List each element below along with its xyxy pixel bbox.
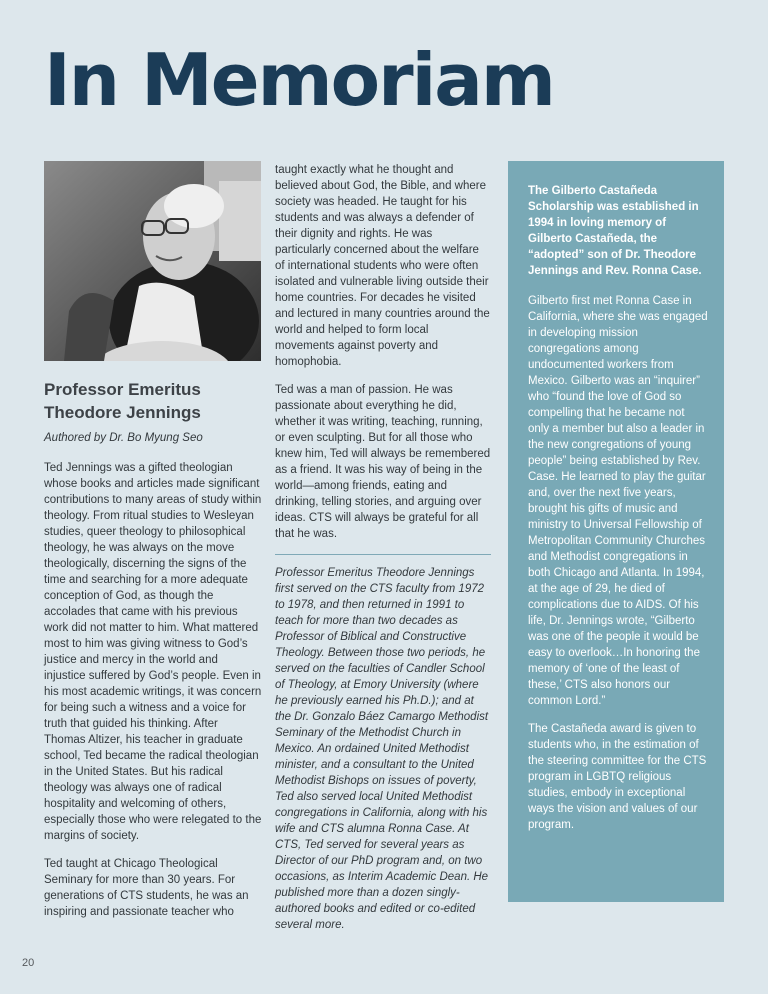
biography-paragraph: Professor Emeritus Theodore Jennings first served on the CTS faculty from 1972 to 1978, and then returned in 1991 to teach for more than two decades as Professor of Biblical and Constructive Theology. Between those two periods, he served on the faculties of Candler School of Theology, at Emory University (where he previously earned his Ph.D.); and at the Dr. Gonzalo Báez Camargo Methodist Seminary of the Methodist Church in Mexico. An ordained United Methodist minister, and a consultant to the United Methodist Bishops on issues of poverty, Ted also served local United Methodist congregations in California, along with his wife and CTS alumna Ronna Case. At CTS, Ted served for several years as Director of our PhD program and, on two occasions, as Interim Academic Dean. He published more than a dozen singly-authored books and edited or co-edited several more.	[275, 567, 489, 931]
paragraph: Ted taught at Chicago Theological Seminary for more than 30 years. For generations of CTS students, he was an inspiring and passionate teacher who	[44, 858, 249, 918]
portrait-image	[44, 161, 261, 361]
page-number: 20	[22, 957, 35, 969]
column-left	[44, 378, 262, 932]
sidebar-paragraph: Gilberto first met Ronna Case in California, where she was engaged in developing mission congregations among undocumented workers from Mexico. Gilberto was an “inquirer” who “found the love of God so compelling that he became not only a member but also a leader in the new congregations of young people” being established by Rev. Case. He learned to play the guitar and, over the next five years, brought his gifts of music and ministry to Universal Fellowship of Metropolitan Community Churches and Methodist congregations in both Chicago and Atlanta. In 1994, at the age of 29, he died of complications due to AIDS. Of his life, Dr. Jennings wrote, “Gilberto was one of the people it would be easy to overlook…In honoring the memory of ‘one of the least of these,’ CTS also honors our common Lord.”	[528, 295, 708, 707]
paragraph: taught exactly what he thought and believed about God, the Bible, and where society was headed. He taught for his students and was always a defender of their dignity and rights. He was particularly concerned about the welfare of international students who were often isolated and vulnerable living outside their home countries. For decades he visited and lectured in many countries around the world and helped to form local movements against poverty and homophobia.	[275, 164, 490, 368]
profile-name-line1: Professor Emeritus	[44, 380, 201, 399]
page-title: In Memoriam	[44, 38, 554, 122]
column-middle	[275, 162, 491, 945]
scholarship-sidebar	[508, 161, 724, 902]
paragraph: Ted was a man of passion. He was passionate about everything he did, whether it was writing, teaching, running, or even sculpting. But for all those who knew him, Ted will always be remembered as a friend. It was his way of being in the world—among friends, eating and drinking, telling stories, and arguing over ideas. CTS will always be grateful for all that he was.	[275, 384, 491, 540]
profile-name-line2: Theodore Jennings	[44, 403, 201, 422]
portrait-photo	[44, 161, 261, 361]
divider	[275, 554, 491, 555]
profile-name	[44, 378, 262, 424]
paragraph: Ted Jennings was a gifted theologian whose books and articles made significant contributions to many areas of study within theology. From ritual studies to Wesleyan studies, queer theology to philosophical theology, he was always on the move theologically, discerning the signs of the time and searching for a more adequate conception of God, as though the accolades that came with his previous work did not matter to him. What mattered most to him was giving witness to God’s justice and mercy in the world and injustice suffered by God’s people. Even in his most academic writings, it was concern for being such a witness and a voice for truth that guided his thinking. After Thomas Altizer, his teacher in graduate school, Ted became the radical theologian in the United States. But his radical theology was always one of radical hospitality and welcoming of others, especially those who were relegated to the margins of society.	[44, 462, 262, 842]
byline: Authored by Dr. Bo Myung Seo	[44, 432, 203, 444]
sidebar-lead: The Gilberto Castañeda Scholarship was established in 1994 in loving memory of Gilberto Castañeda, the “adopted” son of Dr. Theodore Jennings and Rev. Ronna Case.	[528, 185, 702, 277]
sidebar-paragraph: The Castañeda award is given to students who, in the estimation of the steering committee for the CTS program in LGBTQ religious studies, embody in exceptional ways the vision and values of our program.	[528, 723, 707, 831]
